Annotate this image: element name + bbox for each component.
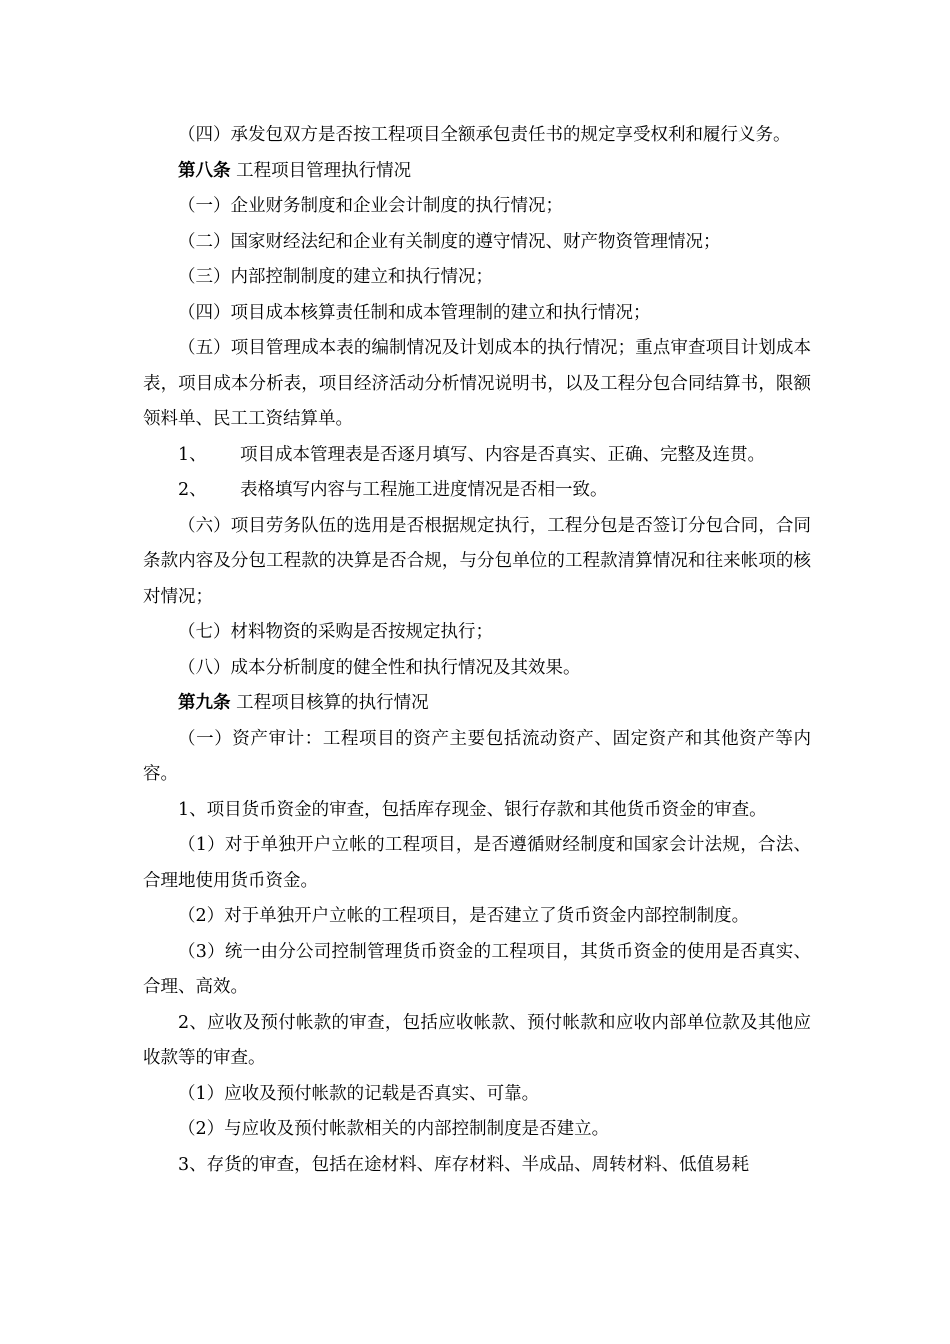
paragraph bbox=[143, 899, 811, 935]
numbered-item bbox=[143, 473, 811, 509]
numbered-item bbox=[143, 438, 811, 474]
paragraph bbox=[143, 651, 811, 687]
paragraph bbox=[143, 296, 811, 332]
paragraph-text: （四）承发包双方是否按工程项目全额承包责任书的规定享受权利和履行义务。 bbox=[178, 125, 791, 145]
article-9 bbox=[143, 686, 811, 722]
paragraph-text: （2）对于单独开户立帐的工程项目，是否建立了货币资金内部控制制度。 bbox=[178, 906, 750, 926]
paragraph bbox=[143, 1112, 811, 1148]
paragraph-text: （1）对于单独开户立帐的工程项目，是否遵循财经制度和国家会计法规，合法、合理地使用货币资金。 bbox=[143, 835, 811, 891]
paragraph-text: （一）资产审计：工程项目的资产主要包括流动资产、固定资产和其他资产等内容。 bbox=[143, 728, 811, 784]
paragraph-text: （八）成本分析制度的健全性和执行情况及其效果。 bbox=[178, 657, 581, 678]
paragraph bbox=[143, 1006, 811, 1077]
paragraph-text: （四）项目成本核算责任制和成本管理制的建立和执行情况； bbox=[178, 302, 651, 323]
paragraph-text: 2、应收及预付帐款的审查，包括应收帐款、预付帐款和应收内部单位款及其他应收款等的审查。 bbox=[143, 1012, 811, 1068]
paragraph bbox=[143, 1077, 811, 1113]
paragraph-text: （1）应收及预付帐款的记载是否真实、可靠。 bbox=[178, 1083, 540, 1104]
paragraph-text: （五）项目管理成本表的编制情况及计划成本的执行情况；重点审查项目计划成本表，项目成本分析表，项目经济活动分析情况说明书，以及工程分包合同结算书，限额领料单、民工工资结算单。 bbox=[143, 338, 811, 429]
item-number: 1、 bbox=[178, 444, 207, 465]
paragraph bbox=[143, 509, 811, 616]
paragraph bbox=[143, 260, 811, 296]
paragraph bbox=[143, 118, 811, 154]
article-heading: 第九条 bbox=[178, 693, 231, 713]
paragraph-text: 3、存货的审查，包括在途材料、库存材料、半成品、周转材料、低值易耗 bbox=[178, 1154, 750, 1175]
paragraph bbox=[143, 189, 811, 225]
paragraph bbox=[143, 225, 811, 261]
paragraph-text: 1、项目货币资金的审查，包括库存现金、银行存款和其他货币资金的审查。 bbox=[178, 799, 767, 820]
paragraph bbox=[143, 722, 811, 793]
paragraph-text: （一）企业财务制度和企业会计制度的执行情况； bbox=[178, 196, 563, 216]
article-8 bbox=[143, 154, 811, 190]
paragraph bbox=[143, 615, 811, 651]
paragraph-text: （2）与应收及预付帐款相关的内部控制制度是否建立。 bbox=[178, 1119, 610, 1139]
document-body bbox=[143, 118, 811, 1183]
item-number: 2、 bbox=[178, 480, 207, 500]
article-heading: 第八条 bbox=[178, 160, 231, 181]
paragraph-text: （三）内部控制制度的建立和执行情况； bbox=[178, 267, 493, 287]
paragraph-text: （七）材料物资的采购是否按规定执行； bbox=[178, 622, 493, 642]
paragraph bbox=[143, 793, 811, 829]
paragraph-text: （二）国家财经法纪和企业有关制度的遵守情况、财产物资管理情况； bbox=[178, 231, 721, 252]
article-title: 工程项目管理执行情况 bbox=[236, 160, 412, 181]
paragraph-text: （3）统一由分公司控制管理货币资金的工程项目，其货币资金的使用是否真实、合理、高效。 bbox=[143, 941, 811, 997]
paragraph bbox=[143, 828, 811, 899]
paragraph-text: （六）项目劳务队伍的选用是否根据规定执行，工程分包是否签订分包合同，合同条款内容及分包工程款的决算是否合规，与分包单位的工程款清算情况和往来帐项的核对情况； bbox=[143, 515, 811, 607]
article-title: 工程项目核算的执行情况 bbox=[236, 693, 429, 713]
paragraph bbox=[143, 1148, 811, 1184]
item-text: 项目成本管理表是否逐月填写、内容是否真实、正确、完整及连贯。 bbox=[240, 444, 765, 465]
paragraph bbox=[143, 331, 811, 438]
item-text: 表格填写内容与工程施工进度情况是否相一致。 bbox=[240, 480, 608, 500]
paragraph bbox=[143, 935, 811, 1006]
